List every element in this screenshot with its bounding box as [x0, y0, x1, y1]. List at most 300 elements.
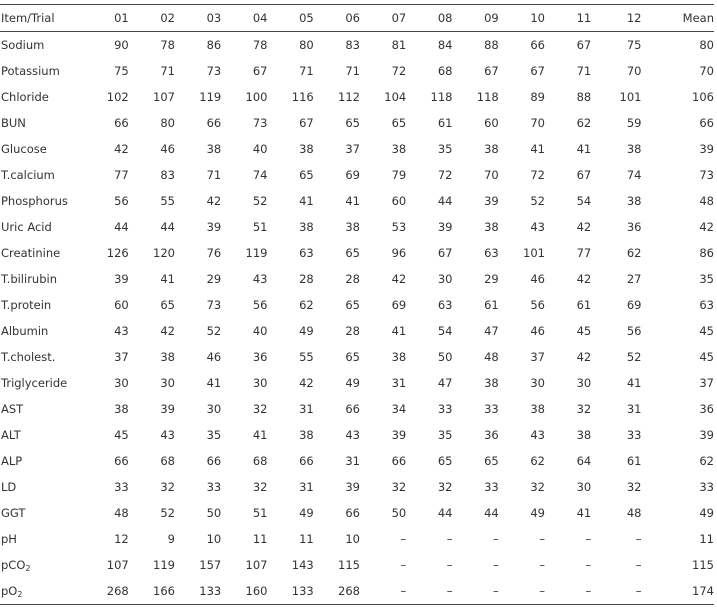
- mean-cell: 80: [699, 38, 714, 52]
- table-cell: 61: [576, 298, 592, 312]
- table-cell: 66: [299, 454, 314, 468]
- mean-cell: 86: [699, 246, 714, 260]
- table-cell: 38: [345, 220, 360, 234]
- row-label: [0, 448, 84, 474]
- column-header: 04: [252, 11, 268, 25]
- table-header-row: [0, 5, 714, 32]
- table-cell: 52: [252, 194, 268, 208]
- table-cell: 119: [199, 90, 222, 104]
- table-row: [0, 526, 714, 552]
- table-cell: 9: [167, 532, 175, 546]
- table-cell: 43: [160, 428, 175, 442]
- table-cell: 66: [114, 454, 129, 468]
- table-cell: 81: [391, 38, 407, 52]
- table-cell: 157: [199, 558, 222, 572]
- lab-results-table: [0, 4, 714, 605]
- table-cell: 10: [206, 532, 222, 546]
- table-cell: 71: [345, 64, 360, 78]
- table-cell: 72: [391, 64, 407, 78]
- table-cell: 50: [391, 506, 407, 520]
- row-label: [0, 58, 84, 84]
- table-cell: 80: [299, 38, 314, 52]
- table-cell: 32: [391, 480, 407, 494]
- table-row: [0, 240, 714, 266]
- table-cell: 38: [160, 350, 175, 364]
- row-label: [0, 162, 84, 188]
- table-cell: 31: [345, 454, 360, 468]
- table-cell: 46: [530, 324, 545, 338]
- table-row: [0, 188, 714, 214]
- table-cell: 38: [299, 142, 314, 156]
- table-cell: 83: [345, 38, 360, 52]
- table-cell: 56: [114, 194, 129, 208]
- mean-cell: 48: [699, 194, 714, 208]
- table-cell: 33: [206, 480, 222, 494]
- table-cell: –: [585, 532, 592, 546]
- table-cell: 36: [484, 428, 499, 442]
- table-cell: –: [635, 532, 642, 546]
- table-cell: 39: [391, 428, 407, 442]
- column-header: 08: [437, 11, 453, 25]
- table-cell: 60: [391, 194, 407, 208]
- table-cell: 71: [299, 64, 314, 78]
- table-cell: 28: [345, 324, 360, 338]
- table-cell: 62: [626, 246, 642, 260]
- table-cell: 30: [114, 376, 129, 390]
- table-cell: 30: [252, 376, 268, 390]
- table-cell: 65: [160, 298, 175, 312]
- table-cell: 54: [576, 194, 592, 208]
- table-cell: 67: [576, 168, 592, 182]
- table-cell: 56: [252, 298, 268, 312]
- row-label-text: pH: [1, 532, 17, 546]
- table-cell: 32: [437, 480, 453, 494]
- mean-cell: 115: [692, 558, 714, 572]
- table-cell: 43: [345, 428, 360, 442]
- column-header: 03: [206, 11, 222, 25]
- table-cell: 38: [114, 402, 129, 416]
- table-cell: 119: [245, 246, 268, 260]
- table-cell: 88: [576, 90, 592, 104]
- table-cell: 38: [299, 428, 314, 442]
- table-cell: 70: [484, 168, 499, 182]
- table-cell: 32: [252, 402, 268, 416]
- row-label-text: AST: [1, 402, 24, 416]
- mean-cell: 45: [699, 324, 714, 338]
- table-cell: –: [539, 558, 545, 572]
- table-row: [0, 448, 714, 474]
- table-cell: 30: [530, 376, 545, 390]
- table-cell: 38: [206, 142, 222, 156]
- row-label: [0, 292, 84, 318]
- table-cell: 80: [160, 116, 175, 130]
- table-cell: 43: [252, 272, 268, 286]
- table-cell: 66: [391, 454, 407, 468]
- table-cell: 11: [299, 532, 314, 546]
- table-cell: 33: [437, 402, 453, 416]
- table-cell: 115: [338, 558, 360, 572]
- row-label: [0, 318, 84, 344]
- row-label-text: LD: [1, 480, 17, 494]
- table-row: [0, 318, 714, 344]
- table-cell: 67: [530, 64, 545, 78]
- row-label-text: Sodium: [1, 38, 45, 52]
- row-label: [0, 266, 84, 292]
- table-cell: 62: [530, 454, 545, 468]
- table-cell: 50: [437, 350, 453, 364]
- table-cell: 41: [299, 194, 314, 208]
- column-header: 02: [160, 11, 175, 25]
- mean-cell: 37: [699, 376, 714, 390]
- mean-cell: 70: [699, 64, 714, 78]
- table-cell: 68: [160, 454, 175, 468]
- table-cell: 44: [114, 220, 129, 234]
- row-label: [0, 396, 84, 422]
- table-cell: 66: [530, 38, 545, 52]
- table-cell: 32: [626, 480, 642, 494]
- table-cell: 133: [291, 584, 314, 598]
- table-cell: 28: [345, 272, 360, 286]
- table-cell: 41: [252, 428, 268, 442]
- table-cell: 39: [484, 194, 499, 208]
- mean-cell: 39: [699, 428, 714, 442]
- table-cell: 54: [437, 324, 453, 338]
- table-cell: 11: [252, 532, 268, 546]
- column-header: 10: [530, 11, 545, 25]
- table-cell: 118: [476, 90, 499, 104]
- table-cell: –: [400, 532, 407, 546]
- table-cell: 31: [299, 480, 314, 494]
- table-cell: 67: [484, 64, 499, 78]
- mean-cell: 66: [699, 116, 714, 130]
- row-label-text: Glucose: [1, 142, 47, 156]
- table-cell: 51: [252, 220, 268, 234]
- table-row: [0, 396, 714, 422]
- table-cell: 38: [391, 350, 407, 364]
- row-label-text: ALT: [1, 428, 21, 442]
- table-cell: 55: [160, 194, 175, 208]
- table-cell: 37: [530, 350, 545, 364]
- table-cell: 107: [106, 558, 129, 572]
- table-cell: 38: [626, 194, 642, 208]
- table-cell: 50: [206, 506, 222, 520]
- table-cell: 89: [530, 90, 545, 104]
- mean-cell: 11: [699, 532, 714, 546]
- table-cell: 72: [437, 168, 453, 182]
- table-cell: 32: [252, 480, 268, 494]
- table-cell: 107: [153, 90, 175, 104]
- table-cell: 66: [206, 454, 222, 468]
- row-label-text: Chloride: [1, 90, 49, 104]
- table-cell: 69: [345, 168, 360, 182]
- table-row: [0, 110, 714, 136]
- row-label-text: T.bilirubin: [1, 272, 58, 286]
- table-row: [0, 162, 714, 188]
- table-cell: 31: [299, 402, 314, 416]
- table-cell: 30: [206, 402, 222, 416]
- table-cell: 133: [199, 584, 222, 598]
- table-cell: 67: [252, 64, 268, 78]
- row-label: [0, 578, 84, 605]
- table-row: [0, 136, 714, 162]
- table-cell: 42: [576, 272, 592, 286]
- mean-cell: 33: [699, 480, 714, 494]
- table-cell: 65: [391, 116, 407, 130]
- table-cell: 42: [391, 272, 407, 286]
- table-row: [0, 500, 714, 526]
- table-cell: 60: [484, 116, 499, 130]
- row-label: [0, 552, 84, 578]
- table-cell: 52: [530, 194, 545, 208]
- table-cell: 48: [626, 506, 642, 520]
- table-cell: 62: [576, 116, 592, 130]
- table-cell: 32: [530, 480, 545, 494]
- table-cell: 75: [114, 64, 129, 78]
- table-cell: –: [635, 558, 642, 572]
- table-cell: 65: [437, 454, 453, 468]
- table-cell: 44: [437, 506, 453, 520]
- row-label-text: T.protein: [1, 298, 52, 312]
- table-cell: 63: [437, 298, 453, 312]
- table-cell: 56: [626, 324, 642, 338]
- table-cell: 166: [153, 584, 175, 598]
- mean-cell: 73: [699, 168, 714, 182]
- table-cell: 120: [153, 246, 175, 260]
- table-cell: 33: [114, 480, 129, 494]
- row-label-text: Albumin: [1, 324, 49, 338]
- table-cell: –: [539, 584, 545, 598]
- table-cell: 55: [299, 350, 314, 364]
- table-cell: 32: [160, 480, 175, 494]
- table-cell: 39: [437, 220, 453, 234]
- table-cell: 64: [576, 454, 592, 468]
- table-cell: 33: [484, 480, 499, 494]
- table-cell: 71: [160, 64, 175, 78]
- table-cell: 66: [345, 402, 360, 416]
- table-cell: –: [585, 558, 592, 572]
- table-cell: 42: [160, 324, 175, 338]
- table-cell: 69: [626, 298, 642, 312]
- table-cell: –: [446, 584, 453, 598]
- table-cell: 30: [437, 272, 453, 286]
- row-label: [0, 370, 84, 396]
- column-header: 07: [391, 11, 407, 25]
- table-cell: 41: [391, 324, 407, 338]
- table-cell: –: [400, 558, 407, 572]
- table-cell: 67: [437, 246, 453, 260]
- table-cell: 38: [484, 220, 499, 234]
- table-cell: 67: [299, 116, 314, 130]
- table-cell: 75: [626, 38, 642, 52]
- table-cell: 49: [530, 506, 545, 520]
- table-cell: 68: [437, 64, 453, 78]
- table-cell: 35: [437, 428, 453, 442]
- table-cell: 10: [345, 532, 360, 546]
- table-cell: 30: [576, 480, 592, 494]
- table-cell: 72: [530, 168, 545, 182]
- table-cell: 65: [345, 116, 360, 130]
- table-cell: 65: [345, 246, 360, 260]
- table-cell: 68: [252, 454, 268, 468]
- table-cell: 39: [114, 272, 129, 286]
- table-cell: 59: [626, 116, 642, 130]
- table-cell: –: [400, 584, 407, 598]
- table-cell: –: [492, 532, 499, 546]
- table-cell: 42: [576, 220, 592, 234]
- table-cell: 63: [299, 246, 314, 260]
- table-cell: 27: [626, 272, 642, 286]
- table-cell: 101: [619, 90, 642, 104]
- mean-cell: 174: [692, 584, 714, 598]
- table-cell: 66: [114, 116, 129, 130]
- column-header: 05: [299, 11, 314, 25]
- mean-cell: 62: [699, 454, 714, 468]
- table-cell: 77: [576, 246, 592, 260]
- table-cell: 48: [114, 506, 129, 520]
- column-header: 11: [576, 11, 592, 25]
- table-cell: 52: [626, 350, 642, 364]
- table-cell: –: [635, 584, 642, 598]
- table-cell: 67: [576, 38, 592, 52]
- column-header: 12: [626, 11, 642, 25]
- table-cell: 84: [437, 38, 453, 52]
- table-cell: 46: [206, 350, 222, 364]
- row-label: [0, 32, 84, 59]
- table-cell: 41: [576, 506, 592, 520]
- table-cell: 88: [484, 38, 499, 52]
- table-cell: 78: [252, 38, 268, 52]
- table-cell: –: [492, 584, 499, 598]
- table-cell: 107: [245, 558, 268, 572]
- table-cell: 37: [114, 350, 129, 364]
- table-cell: 42: [576, 350, 592, 364]
- table-cell: 49: [299, 506, 314, 520]
- table-cell: 83: [160, 168, 175, 182]
- table-cell: 119: [153, 558, 175, 572]
- table-cell: 48: [484, 350, 499, 364]
- mean-cell: 45: [699, 350, 714, 364]
- table-row: [0, 214, 714, 240]
- table-row: [0, 58, 714, 84]
- table-cell: 52: [160, 506, 175, 520]
- table-cell: 100: [245, 90, 268, 104]
- table-cell: 47: [484, 324, 499, 338]
- mean-cell: 35: [699, 272, 714, 286]
- table-cell: 40: [252, 142, 268, 156]
- table-cell: 29: [206, 272, 222, 286]
- row-label: [0, 422, 84, 448]
- table-cell: 71: [576, 64, 592, 78]
- column-header: 01: [114, 11, 129, 25]
- table-cell: –: [585, 584, 592, 598]
- row-label-text: T.cholest.: [1, 350, 56, 364]
- table-cell: 51: [252, 506, 268, 520]
- table-cell: 42: [114, 142, 129, 156]
- column-header: 06: [345, 11, 360, 25]
- table-cell: 44: [484, 506, 499, 520]
- table-cell: 41: [576, 142, 592, 156]
- table-cell: 73: [252, 116, 268, 130]
- table-cell: 12: [114, 532, 129, 546]
- table-cell: 39: [160, 402, 175, 416]
- table-cell: 43: [114, 324, 129, 338]
- table-cell: 47: [437, 376, 453, 390]
- table-cell: 53: [391, 220, 407, 234]
- table-cell: 56: [530, 298, 545, 312]
- table-cell: 96: [391, 246, 407, 260]
- row-label: [0, 526, 84, 552]
- table-cell: 36: [626, 220, 642, 234]
- row-label: [0, 188, 84, 214]
- table-cell: 61: [437, 116, 453, 130]
- table-cell: 74: [252, 168, 268, 182]
- table-cell: 40: [252, 324, 268, 338]
- table-cell: 268: [338, 584, 360, 598]
- table-cell: 43: [530, 220, 545, 234]
- table-cell: 33: [626, 428, 642, 442]
- table-cell: 39: [206, 220, 222, 234]
- table-cell: 37: [345, 142, 360, 156]
- table-cell: 30: [576, 376, 592, 390]
- row-label-text: GGT: [1, 506, 26, 520]
- table-row: [0, 422, 714, 448]
- table-cell: 63: [484, 246, 499, 260]
- table-cell: 41: [206, 376, 222, 390]
- table-cell: 65: [299, 168, 314, 182]
- row-label-text: pO: [1, 583, 18, 598]
- table-cell: 65: [484, 454, 499, 468]
- table-cell: 38: [576, 428, 592, 442]
- table-row: [0, 370, 714, 396]
- table-cell: 65: [345, 298, 360, 312]
- column-header-item: Item/Trial: [1, 11, 55, 25]
- table-cell: 65: [345, 350, 360, 364]
- table-row: [0, 578, 714, 605]
- table-cell: 38: [530, 402, 545, 416]
- mean-cell: 42: [699, 220, 714, 234]
- mean-cell: 36: [699, 402, 714, 416]
- table-cell: 45: [114, 428, 129, 442]
- table-cell: 61: [626, 454, 642, 468]
- table-cell: 61: [484, 298, 499, 312]
- row-label: [0, 344, 84, 370]
- table-cell: 35: [437, 142, 453, 156]
- table-cell: 70: [626, 64, 642, 78]
- table-cell: 30: [160, 376, 175, 390]
- table-cell: –: [446, 532, 453, 546]
- table-cell: 38: [626, 142, 642, 156]
- table-cell: 70: [530, 116, 545, 130]
- row-label-text: Uric Acid: [1, 220, 52, 234]
- mean-cell: 63: [699, 298, 714, 312]
- table-cell: 39: [345, 480, 360, 494]
- table-cell: 38: [391, 142, 407, 156]
- column-header: Mean: [682, 11, 714, 25]
- table-cell: 49: [299, 324, 314, 338]
- table-cell: –: [492, 558, 499, 572]
- row-label-subscript: 2: [25, 563, 31, 573]
- table-cell: 38: [484, 142, 499, 156]
- table-cell: 52: [206, 324, 222, 338]
- table-cell: 33: [484, 402, 499, 416]
- table-row: [0, 552, 714, 578]
- column-header: 09: [484, 11, 499, 25]
- row-label-text: T.calcium: [1, 168, 55, 182]
- table-cell: 35: [206, 428, 222, 442]
- table-cell: 73: [206, 298, 222, 312]
- table-cell: 112: [338, 90, 360, 104]
- table-cell: 41: [345, 194, 360, 208]
